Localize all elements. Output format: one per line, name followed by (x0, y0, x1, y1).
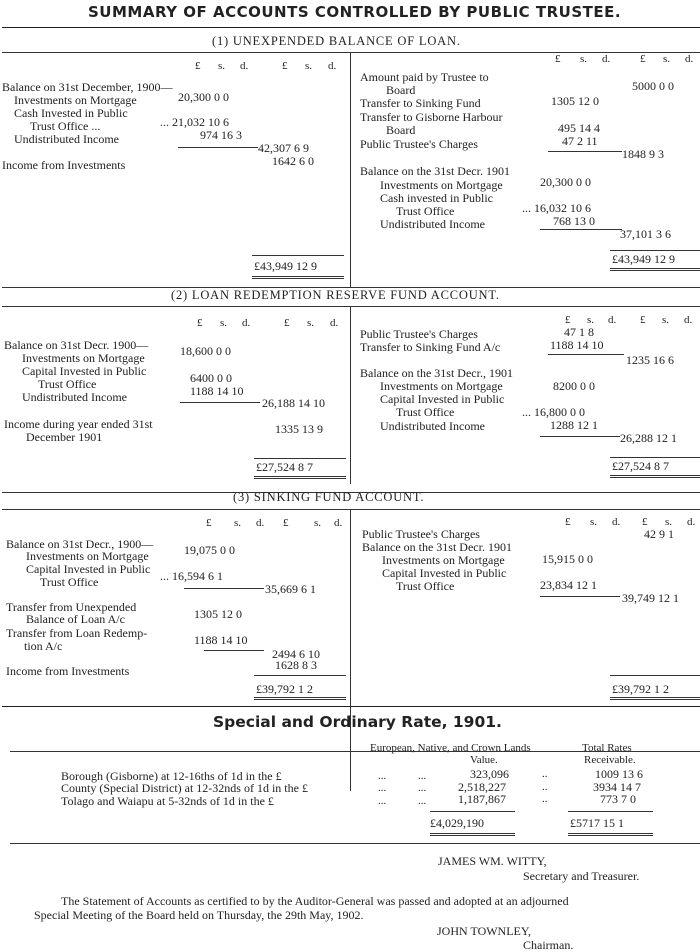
s2-right-charges-value: 47 1 8 (564, 325, 594, 339)
col-pound: £ (195, 60, 201, 72)
rate-row-value: 2,518,227 (458, 780, 506, 794)
s2-left-income-a: Income during year ended 31st (4, 417, 153, 431)
rate-row-rates: 773 7 0 (600, 792, 636, 806)
col-shilling: s. (305, 60, 313, 72)
s1-right-harbour-b: Board (386, 123, 416, 137)
rate-row-dots: .. (542, 768, 548, 780)
s3-left-subtotal: 35,669 6 1 (265, 582, 316, 596)
rate-col-rates-b: Receivable. (584, 754, 636, 766)
s3-right-mortgage-value: 15,915 0 0 (542, 552, 593, 566)
col-pound: £ (206, 517, 212, 529)
rate-col-value-b: Value. (470, 754, 498, 766)
s2-right-undist-value: 1288 12 1 (550, 418, 598, 432)
section-2-title: (2) LOAN REDEMPTION RESERVE FUND ACCOUNT. (171, 288, 500, 302)
col-shilling: s. (662, 314, 670, 326)
s1-left-income: Income from Investments (2, 158, 126, 172)
s2-left-capital-a: Capital Invested in Public (22, 364, 147, 378)
s2-left-capital-b: Trust Office (38, 377, 97, 391)
s2-left-income-value: 1335 13 9 (275, 422, 323, 436)
col-pence: d. (687, 516, 696, 528)
s2-right-capital-b: Trust Office (396, 405, 455, 419)
s3-left-income-value: 1628 8 3 (275, 658, 317, 672)
s3-right-subtotal-rule (540, 596, 620, 597)
col-pence: d. (242, 317, 251, 329)
s3-right-total-rule (610, 675, 700, 676)
s2-left-balance-heading: Balance on 31st Decr. 1900— (4, 338, 149, 352)
s3-left-transfer2-a: Transfer from Loan Redemp- (6, 626, 148, 640)
chairman-name: JOHN TOWNLEY, (437, 924, 532, 938)
secretary-role: Secretary and Treasurer. (523, 869, 640, 883)
col-pound: £ (283, 517, 289, 529)
rate-rates-total-dbl (568, 833, 653, 836)
col-shilling: s. (665, 516, 673, 528)
section-1-divider (350, 52, 351, 287)
s1-right-subtotal: 1848 9 3 (622, 147, 664, 161)
statement-line-2: Special Meeting of the Board held on Thursday, the 29th May, 1902. (34, 908, 364, 922)
s3-right-balance-heading: Balance on the 31st Decr. 1901 (362, 540, 512, 554)
s1-right-subtotal2-rule (540, 229, 622, 230)
s2-right-total-rule (610, 457, 700, 458)
s1-right-mortgage-value: 20,300 0 0 (540, 175, 591, 189)
s2-left-subtotal-rule (180, 402, 260, 403)
col-pound: £ (565, 314, 571, 326)
s2-right-subtotal: 1235 16 6 (626, 353, 674, 367)
s1-left-total: £43,949 12 9 (254, 259, 317, 273)
s1-right-subtotal-rule (548, 151, 622, 152)
s2-left-income-b: December 1901 (26, 430, 103, 444)
s3-right-capital-value: 23,834 12 1 (540, 578, 597, 592)
col-pence: d. (256, 517, 265, 529)
s2-right-capital-value: ... 16,800 0 0 (522, 405, 585, 419)
s1-right-paid-value: 5000 0 0 (632, 79, 674, 93)
chairman-role: Chairman. (523, 938, 574, 952)
s3-right-charges-value: 42 9 1 (644, 527, 674, 541)
s2-right-sinking-value: 1188 14 10 (550, 338, 604, 352)
s3-right-mortgage: Investments on Mortgage (382, 553, 505, 567)
s1-left-mortgage: Investments on Mortgage (14, 93, 137, 107)
s2-left-total: £27,524 8 7 (256, 460, 313, 474)
rate-row-value: 323,096 (470, 767, 509, 781)
col-pence: d. (334, 517, 343, 529)
s3-left-subtotal2-rule (204, 650, 264, 651)
rate-row-rates: 1009 13 6 (595, 767, 643, 781)
s2-left-mortgage-value: 18,600 0 0 (180, 344, 231, 358)
secretary-name: JAMES WM. WITTY, (438, 854, 547, 868)
s1-right-subtotal2: 37,101 3 6 (620, 227, 671, 241)
s3-right-total-dbl (610, 697, 700, 700)
col-pound: £ (284, 317, 290, 329)
s2-right-balance-heading: Balance on the 31st Decr., 1901 (360, 366, 513, 380)
s1-right-cash-a: Cash invested in Public (380, 191, 493, 205)
section-1-title: (1) UNEXPENDED BALANCE OF LOAN. (212, 34, 461, 48)
s2-right-subtotal-rule (548, 354, 624, 355)
s1-right-harbour-value: 495 14 4 (558, 121, 600, 135)
rate-row-dots: ... (418, 782, 427, 794)
col-shilling: s. (218, 60, 226, 72)
col-shilling: s. (587, 314, 595, 326)
col-pound: £ (640, 53, 646, 65)
section-3-title: (3) SINKING FUND ACCOUNT. (233, 490, 425, 504)
rate-bottom-rule (10, 843, 700, 844)
rate-row-rates: 3934 14 7 (593, 780, 641, 794)
section-1-rule (2, 52, 700, 53)
s2-left-capital-value: 6400 0 0 (190, 371, 232, 385)
s3-left-balance-heading: Balance on 31st Decr., 1900— (6, 537, 154, 551)
col-pence: d. (612, 516, 621, 528)
s3-left-capital-a: Capital Invested in Public (26, 562, 151, 576)
rate-value-total-dbl (430, 833, 515, 836)
s3-left-transfer2-b: tion A/c (24, 639, 63, 653)
s1-left-balance-heading: Balance on 31st December, 1900— (2, 80, 173, 94)
s2-right-undist: Undistributed Income (380, 419, 485, 433)
s2-left-total-dbl (254, 476, 346, 479)
s2-left-mortgage: Investments on Mortgage (22, 351, 145, 365)
s3-right-total: £39,792 1 2 (612, 682, 669, 696)
s2-left-undist: Undistributed Income (22, 390, 127, 404)
s1-right-paid-b: Board (386, 83, 416, 97)
rate-title: Special and Ordinary Rate, 1901. (213, 713, 502, 731)
s3-left-transfer-b: Balance of Loan A/c (26, 612, 125, 626)
s1-right-cash-value: ... 16,032 10 6 (522, 201, 591, 215)
title-rule (2, 27, 700, 28)
s1-right-total-dbl (610, 268, 700, 271)
col-pence: d. (685, 53, 694, 65)
s1-left-cash-b: Trust Office ... (30, 119, 101, 133)
s3-left-subtotal2: 2494 6 10 (272, 647, 320, 661)
col-pence: d. (330, 317, 339, 329)
s3-left-capital-value: ... 16,594 6 1 (160, 569, 223, 583)
s1-right-undist: Undistributed Income (380, 217, 485, 231)
section-3-divider (350, 509, 351, 791)
s3-right-capital-b: Trust Office (396, 579, 455, 593)
s1-left-mortgage-value: 20,300 0 0 (178, 90, 229, 104)
s3-left-total-dbl (254, 697, 346, 700)
rate-rates-total-rule (568, 811, 653, 812)
s1-right-cash-b: Trust Office (396, 204, 455, 218)
s2-right-mortgage-value: 8200 0 0 (553, 379, 595, 393)
s1-left-total-dbl (252, 276, 344, 279)
rate-row-dots: ... (418, 795, 427, 807)
col-pound: £ (565, 516, 571, 528)
s3-right-charges: Public Trustee's Charges (362, 527, 480, 541)
rate-row-dots: .. (542, 793, 548, 805)
col-shilling: s. (580, 53, 588, 65)
col-shilling: s. (307, 317, 315, 329)
rate-value-total: £4,029,190 (430, 816, 484, 830)
s2-right-sinking: Transfer to Sinking Fund A/c (360, 340, 501, 354)
s1-left-cash-value: ... 21,032 10 6 (160, 115, 229, 129)
rate-col-value-a: European, Native, and Crown Lands (370, 742, 531, 754)
s1-left-subtotal: 42,307 6 9 (258, 141, 309, 155)
s2-left-subtotal: 26,188 14 10 (262, 396, 325, 410)
s2-right-charges: Public Trustee's Charges (360, 327, 478, 341)
rate-col-rates-a: Total Rates (582, 742, 632, 754)
s3-left-transfer-value: 1305 12 0 (194, 607, 242, 621)
s2-left-total-rule (254, 458, 346, 459)
rate-header-rule (10, 751, 700, 752)
rate-row-dots: ... (378, 770, 387, 782)
s1-right-sinking-value: 1305 12 0 (551, 94, 599, 108)
s1-left-undist: Undistributed Income (14, 132, 119, 146)
section-2-rule (2, 306, 700, 307)
s1-left-total-rule (252, 255, 344, 256)
s1-right-total-rule (610, 250, 700, 251)
rate-row-label: County (Special District) at 12-32nds of 1d in the £ (61, 781, 308, 795)
rate-row-label: Tolago and Waiapu at 5-32nds of 1d in the £ (61, 794, 274, 808)
s2-right-capital-a: Capital Invested in Public (380, 392, 505, 406)
s3-left-transfer2-value: 1188 14 10 (194, 633, 248, 647)
s3-left-subtotal-rule (184, 588, 264, 589)
s1-left-undist-value: 974 16 3 (200, 128, 242, 142)
section-2-divider (350, 306, 351, 484)
rate-rates-total: £5717 15 1 (570, 816, 624, 830)
s3-left-income: Income from Investments (6, 664, 130, 678)
col-pound: £ (282, 60, 288, 72)
col-pence: d. (684, 314, 693, 326)
s1-right-charges: Public Trustee's Charges (360, 137, 478, 151)
col-pence: d. (240, 60, 249, 72)
s3-left-transfer-a: Transfer from Unexpended (6, 600, 137, 614)
col-pence: d. (328, 60, 337, 72)
col-pence: d. (602, 53, 611, 65)
s3-left-total: £39,792 1 2 (256, 682, 313, 696)
s3-right-capital-a: Capital Invested in Public (382, 566, 507, 580)
rate-row-dots: ... (378, 782, 387, 794)
s3-left-total-rule (254, 675, 346, 676)
s2-right-total: £27,524 8 7 (612, 459, 669, 473)
col-shilling: s. (234, 517, 242, 529)
s2-right-subtotal2-rule (540, 436, 620, 437)
s1-left-income-value: 1642 6 0 (272, 154, 314, 168)
s1-right-total: £43,949 12 9 (612, 252, 675, 266)
s3-right-subtotal: 39,749 12 1 (622, 591, 679, 605)
s1-right-sinking: Transfer to Sinking Fund (360, 96, 481, 110)
s1-right-mortgage: Investments on Mortgage (380, 178, 503, 192)
col-pound: £ (642, 516, 648, 528)
s2-right-total-dbl (610, 475, 700, 478)
s2-right-subtotal2: 26,288 12 1 (620, 431, 677, 445)
s1-right-paid-a: Amount paid by Trustee to (360, 70, 489, 84)
statement-line-1: The Statement of Accounts as certified to by the Auditor-General was passed and adopted at an adjourned (61, 894, 569, 908)
s3-left-capital-b: Trust Office (40, 575, 99, 589)
rate-row-value: 1,187,867 (458, 792, 506, 806)
col-shilling: s. (220, 317, 228, 329)
rate-top-rule (2, 706, 700, 707)
s1-right-undist-value: 768 13 0 (553, 214, 595, 228)
rate-row-label: Borough (Gisborne) at 12-16ths of 1d in the £ (61, 769, 282, 783)
col-pound: £ (555, 53, 561, 65)
s3-left-mortgage-value: 19,075 0 0 (184, 543, 235, 557)
rate-value-total-rule (430, 811, 515, 812)
s2-left-undist-value: 1188 14 10 (190, 384, 244, 398)
s1-left-subtotal-rule (178, 147, 258, 148)
s3-left-mortgage: Investments on Mortgage (26, 549, 149, 563)
col-pound: £ (197, 317, 203, 329)
col-shilling: s. (590, 516, 598, 528)
col-pound: £ (640, 314, 646, 326)
section-3-rule (2, 509, 700, 510)
rate-row-dots: .. (542, 781, 548, 793)
rate-row-dots: ... (378, 795, 387, 807)
s1-right-charges-value: 47 2 11 (562, 134, 598, 148)
s1-right-harbour-a: Transfer to Gisborne Harbour (360, 110, 503, 124)
s1-right-balance-heading: Balance on the 31st Decr. 1901 (360, 164, 510, 178)
page-title: SUMMARY OF ACCOUNTS CONTROLLED BY PUBLIC TRUSTEE. (88, 3, 622, 21)
col-shilling: s. (314, 517, 322, 529)
col-shilling: s. (663, 53, 671, 65)
col-pence: d. (608, 314, 617, 326)
s1-left-cash-a: Cash Invested in Public (14, 106, 128, 120)
rate-row-dots: ... (418, 770, 427, 782)
s2-right-mortgage: Investments on Mortgage (380, 379, 503, 393)
